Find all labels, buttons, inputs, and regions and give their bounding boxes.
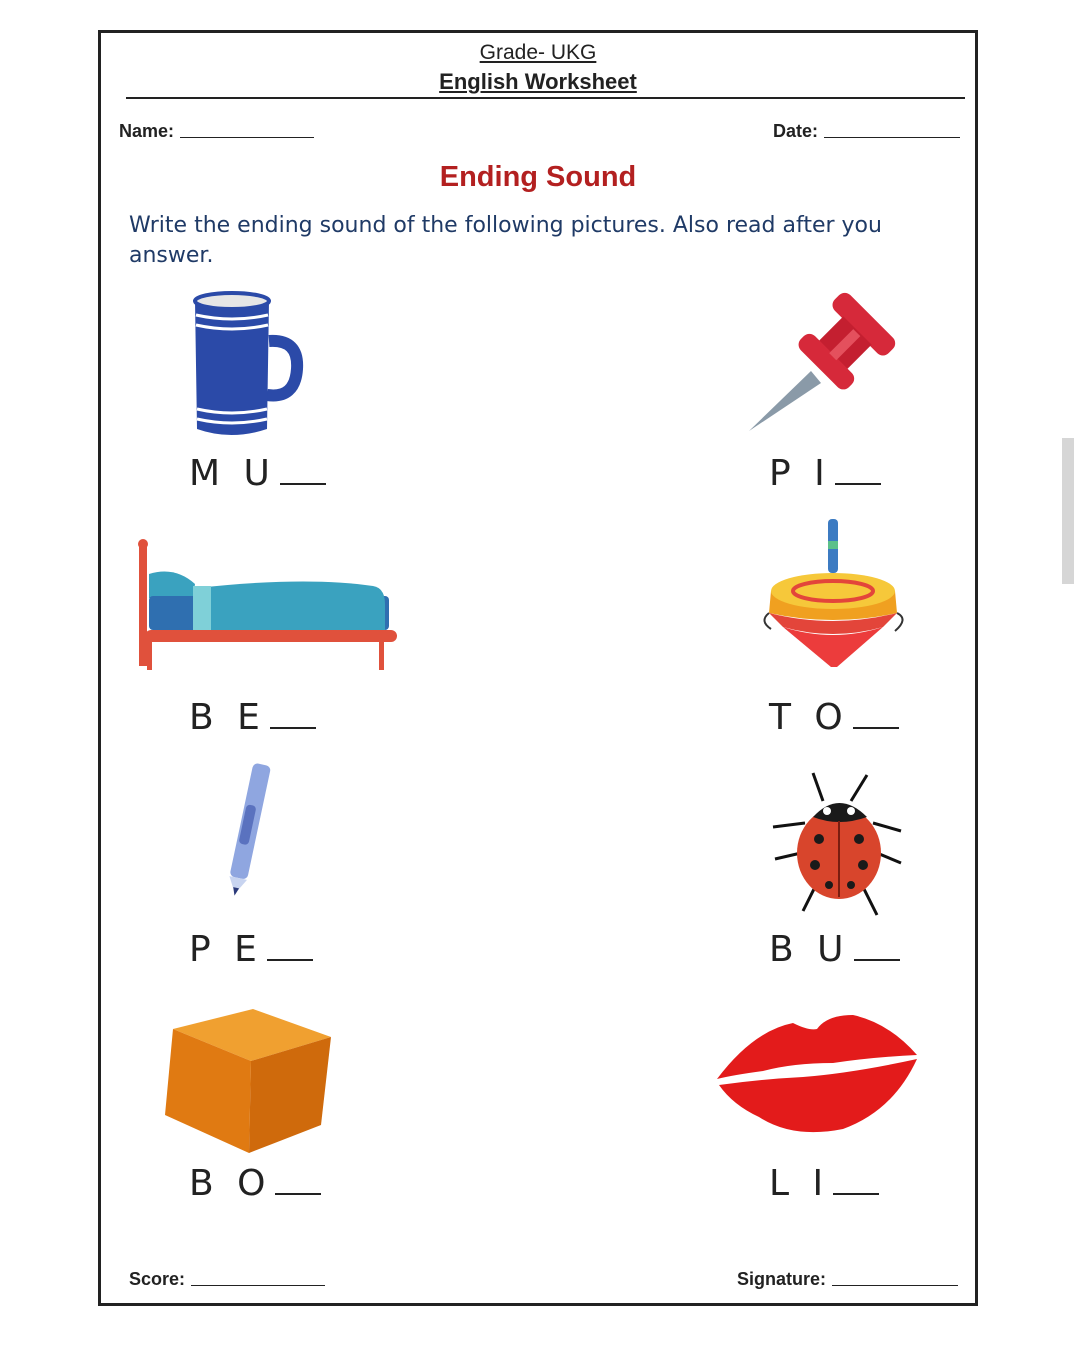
word-prefix: P E xyxy=(189,929,263,970)
answer-blank[interactable] xyxy=(853,727,899,729)
word-prefix: P I xyxy=(769,453,831,494)
score-line[interactable] xyxy=(191,1285,325,1286)
name-line[interactable] xyxy=(180,137,314,138)
name-field[interactable] xyxy=(119,121,314,142)
word-prompt xyxy=(189,697,316,738)
date-label: Date: xyxy=(773,121,819,141)
date-field[interactable] xyxy=(773,121,960,142)
word-prefix: B O xyxy=(189,1163,272,1204)
word-prompt xyxy=(769,697,899,738)
header-divider xyxy=(126,97,965,99)
score-field[interactable] xyxy=(129,1269,325,1290)
word-prompt xyxy=(769,1163,879,1204)
signature-field[interactable] xyxy=(737,1269,958,1290)
date-line[interactable] xyxy=(824,137,960,138)
worksheet-title: Ending Sound xyxy=(439,161,637,193)
answer-blank[interactable] xyxy=(854,959,900,961)
scrollbar[interactable] xyxy=(1062,438,1074,584)
answer-blank[interactable] xyxy=(835,483,881,485)
answer-blank[interactable] xyxy=(280,483,326,485)
name-label: Name: xyxy=(119,121,175,141)
worksheet xyxy=(98,30,978,1306)
grade-label: Grade- UKG xyxy=(479,41,597,64)
box-icon xyxy=(163,1007,333,1155)
score-label: Score: xyxy=(129,1269,186,1289)
pen-icon xyxy=(221,759,275,905)
answer-blank[interactable] xyxy=(267,959,313,961)
word-prompt xyxy=(769,929,900,970)
mug-icon xyxy=(191,291,301,441)
word-prefix: T O xyxy=(769,697,849,738)
word-prefix: B E xyxy=(189,697,266,738)
answer-blank[interactable] xyxy=(833,1193,879,1195)
spinning-top-icon xyxy=(763,517,908,669)
word-prompt xyxy=(189,453,326,494)
answer-blank[interactable] xyxy=(275,1193,321,1195)
signature-line[interactable] xyxy=(832,1285,958,1286)
word-prompt xyxy=(189,929,313,970)
instructions: Write the ending sound of the following pictures. Also read after you answer. xyxy=(129,213,882,268)
answer-blank[interactable] xyxy=(270,727,316,729)
bed-icon xyxy=(135,538,401,678)
signature-label: Signature: xyxy=(737,1269,827,1289)
word-prefix: L I xyxy=(769,1163,830,1204)
word-prefix: B U xyxy=(769,929,850,970)
word-prefix: M U xyxy=(189,453,276,494)
lips-icon xyxy=(713,1001,919,1141)
word-prompt xyxy=(769,453,881,494)
subject-title: English Worksheet xyxy=(439,69,637,94)
pushpin-icon xyxy=(749,279,909,439)
word-prompt xyxy=(189,1163,321,1204)
ladybug-icon xyxy=(769,769,909,921)
